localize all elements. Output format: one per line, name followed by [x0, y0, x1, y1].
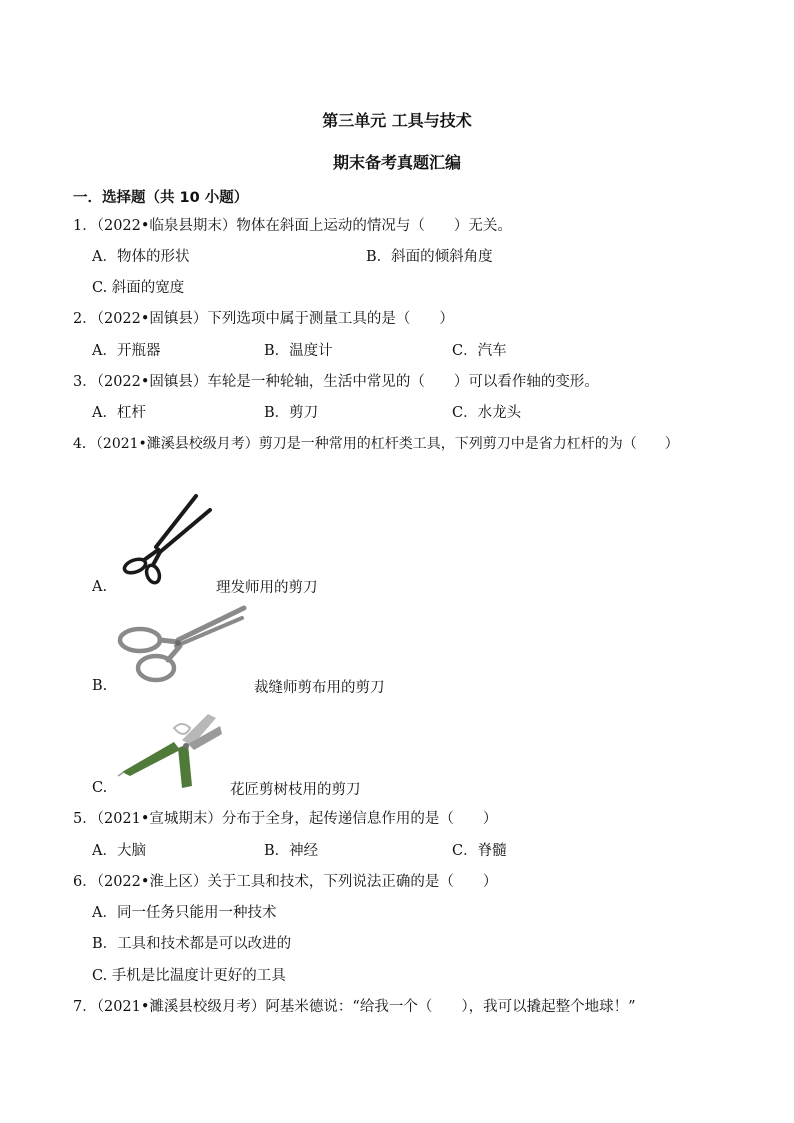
section-heading: 一．选择题（共 10 小题）	[73, 190, 249, 206]
question-2-option-b: B．温度计	[264, 343, 333, 359]
barber-scissors-image	[118, 492, 216, 592]
question-6-option-c: C. 手机是比温度计更好的工具	[92, 968, 286, 984]
question-4-option-c: C.	[92, 780, 108, 796]
question-2-stem: 2．（2022•固镇县）下列选项中属于测量工具的是（ ）	[73, 311, 454, 327]
question-4-option-a: A.	[92, 579, 108, 595]
question-4-stem: 4．（2021•濉溪县校级月考）剪刀是一种常用的杠杆类工具，下列剪刀中是省力杠杆的为（ ）	[73, 436, 679, 452]
question-3-option-c: C．水龙头	[452, 405, 522, 421]
question-5-option-a: A．大脑	[92, 843, 146, 859]
question-3-option-a: A．杠杆	[92, 405, 146, 421]
question-6-option-a: A．同一任务只能用一种技术	[92, 905, 277, 921]
question-1-option-c: C. 斜面的宽度	[92, 280, 185, 296]
question-2-option-a: A．开瓶器	[92, 343, 161, 359]
question-6-stem: 6．（2022•淮上区）关于工具和技术，下列说法正确的是（ ）	[73, 874, 498, 890]
question-1-option-a: A．物体的形状	[92, 249, 190, 265]
question-4-option-b: B.	[92, 678, 108, 694]
question-4-caption-c: 花匠剪树枝用的剪刀	[230, 782, 361, 798]
question-1-stem: 1．（2022•临泉县期末）物体在斜面上运动的情况与（ ）无关。	[73, 218, 512, 234]
question-7-stem: 7．（2021•濉溪县校级月考）阿基米德说：“给我一个（ ），我可以撬起整个地球！”	[73, 999, 636, 1015]
pruning-shears-image	[116, 706, 228, 792]
question-3-stem: 3．（2022•固镇县）车轮是一种轮轴，生活中常见的（ ）可以看作轴的变形。	[73, 374, 599, 390]
question-2-option-c: C．汽车	[452, 343, 507, 359]
tailor-scissors-image	[116, 596, 250, 688]
question-4-caption-b: 裁缝师剪布用的剪刀	[254, 680, 385, 696]
question-5-stem: 5．（2021•宣城期末）分布于全身，起传递信息作用的是（ ）	[73, 811, 498, 827]
question-4-caption-a: 理发师用的剪刀	[216, 580, 318, 596]
unit-title: 第三单元 工具与技术	[322, 111, 472, 130]
page-subtitle: 期末备考真题汇编	[332, 153, 461, 172]
question-3-option-b: B．剪刀	[264, 405, 319, 421]
question-6-option-b: B．工具和技术都是可以改进的	[92, 936, 292, 952]
question-5-option-b: B．神经	[264, 843, 319, 859]
question-5-option-c: C．脊髓	[452, 843, 507, 859]
question-1-option-b: B．斜面的倾斜角度	[366, 249, 493, 265]
